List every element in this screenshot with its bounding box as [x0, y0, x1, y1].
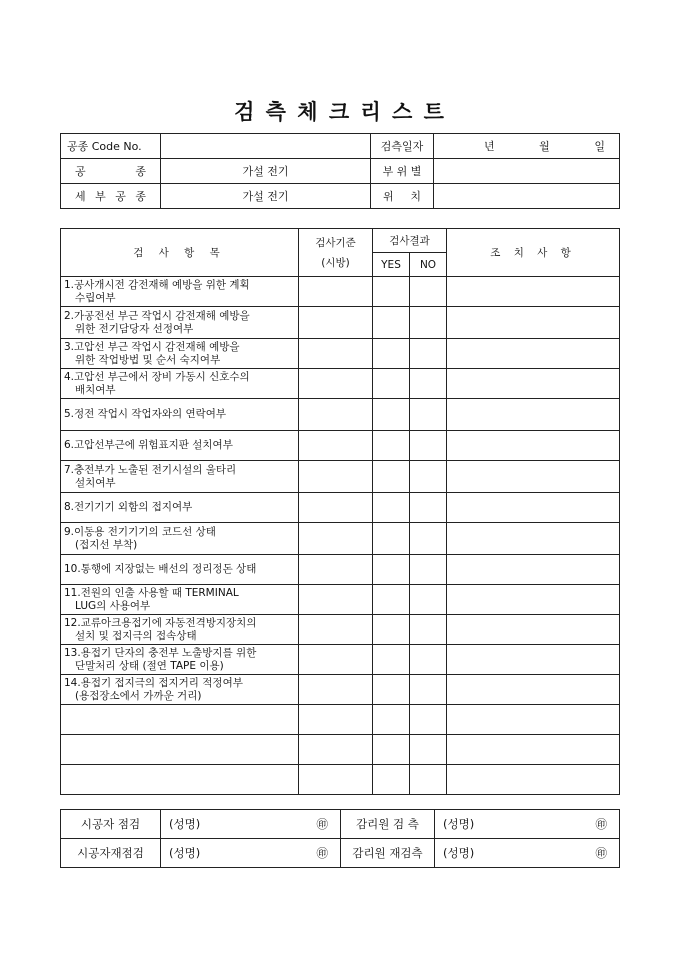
action-cell[interactable]: [447, 399, 620, 431]
check-item-line1: 14.용접기 접지극의 접지거리 적정여부: [64, 676, 243, 689]
action-cell[interactable]: [447, 277, 620, 307]
action-cell[interactable]: [447, 705, 620, 735]
table-row: [61, 585, 620, 615]
action-cell[interactable]: [447, 735, 620, 765]
check-item-line1: 13.용접기 단자의 충전부 노출방지를 위한: [64, 646, 257, 659]
yes-cell[interactable]: [373, 523, 410, 555]
criteria-cell[interactable]: [299, 339, 373, 369]
yes-cell[interactable]: [373, 765, 410, 795]
yes-cell[interactable]: [373, 369, 410, 399]
check-item-line1: 5.정전 작업시 작업자와의 연락여부: [64, 408, 227, 420]
criteria-cell[interactable]: [299, 369, 373, 399]
date-day: 일: [594, 140, 605, 153]
location-label: 위 치: [371, 184, 434, 209]
page-title: 검 측 체 크 리 스 트: [234, 99, 446, 124]
yes-cell[interactable]: [373, 399, 410, 431]
criteria-cell[interactable]: [299, 461, 373, 493]
action-cell[interactable]: [447, 339, 620, 369]
check-item[interactable]: [61, 735, 299, 765]
contractor-reinspection-name[interactable]: (성명): [161, 839, 227, 868]
date-month: 월: [539, 140, 550, 153]
contractor-inspection-name[interactable]: (성명): [161, 810, 227, 839]
check-item-line2: (용접장소에서 가까운 거리): [75, 689, 202, 702]
check-item: [61, 493, 299, 523]
date-year: 년: [484, 140, 495, 153]
criteria-label: 검사기준: [315, 236, 356, 249]
no-cell[interactable]: [410, 675, 447, 705]
check-item-line2: 단말처리 상태 (절연 TAPE 이용): [75, 659, 224, 672]
yes-cell[interactable]: [373, 675, 410, 705]
criteria-sub-label: (시방): [321, 256, 350, 269]
check-item: [61, 523, 299, 555]
action-cell[interactable]: [447, 555, 620, 585]
yes-cell[interactable]: [373, 705, 410, 735]
criteria-cell[interactable]: [299, 585, 373, 615]
no-cell[interactable]: [410, 369, 447, 399]
check-item-line1: 1.공사개시전 감전재해 예방을 위한 계획: [64, 278, 250, 291]
check-item-line1: 2.가공전선 부근 작업시 감전재해 예방을: [64, 309, 250, 322]
check-item-line2: LUG의 사용여부: [75, 599, 151, 612]
criteria-cell[interactable]: [299, 523, 373, 555]
check-item: [61, 615, 299, 645]
action-header: 조 치 사 항: [447, 229, 620, 277]
action-cell[interactable]: [447, 431, 620, 461]
check-item: [61, 461, 299, 493]
yes-cell[interactable]: [373, 307, 410, 339]
no-cell[interactable]: [410, 705, 447, 735]
seal-icon: ㊞: [502, 839, 620, 868]
check-item: [61, 339, 299, 369]
criteria-cell[interactable]: [299, 399, 373, 431]
no-cell[interactable]: [410, 585, 447, 615]
no-cell[interactable]: [410, 735, 447, 765]
criteria-cell[interactable]: [299, 705, 373, 735]
items-header: 검 사 항 목: [61, 229, 299, 277]
no-cell[interactable]: [410, 431, 447, 461]
yes-cell[interactable]: [373, 339, 410, 369]
location-value[interactable]: [434, 184, 620, 209]
criteria-cell[interactable]: [299, 431, 373, 461]
check-item: [61, 399, 299, 431]
check-item-line1: 8.전기기기 외함의 접지여부: [64, 501, 193, 513]
check-item: [61, 307, 299, 339]
criteria-cell[interactable]: [299, 615, 373, 645]
seal-icon: ㊞: [227, 810, 341, 839]
no-cell[interactable]: [410, 339, 447, 369]
table-row: [61, 307, 620, 339]
seal-icon: ㊞: [502, 810, 620, 839]
check-item: [61, 675, 299, 705]
no-cell[interactable]: [410, 461, 447, 493]
check-item[interactable]: [61, 705, 299, 735]
no-cell[interactable]: [410, 307, 447, 339]
table-row: [61, 369, 620, 399]
action-cell[interactable]: [447, 675, 620, 705]
no-cell[interactable]: [410, 523, 447, 555]
contractor-reinspection-label: 시공자재점검: [61, 839, 161, 868]
blank-row: [61, 735, 620, 765]
supervisor-reinspection-name[interactable]: (성명): [435, 839, 502, 868]
check-item-line2: 수립여부: [75, 291, 116, 304]
action-cell[interactable]: [447, 493, 620, 523]
action-cell[interactable]: [447, 585, 620, 615]
yes-header: YES: [373, 253, 410, 277]
table-row: [61, 339, 620, 369]
supervisor-inspection-label: 감리원 검 측: [341, 810, 435, 839]
detail-work-label: 세 부 공 종: [61, 184, 161, 209]
table-row: [61, 675, 620, 705]
check-item-line1: 10.통행에 지장없는 배선의 정리정돈 상태: [64, 563, 257, 575]
action-cell[interactable]: [447, 765, 620, 795]
part-label: 부 위 별: [371, 159, 434, 184]
check-item-line2: 설치여부: [75, 476, 116, 489]
check-item-line1: 7.충전부가 노출된 전기시설의 울타리: [64, 463, 237, 476]
no-cell[interactable]: [410, 555, 447, 585]
blank-row: [61, 765, 620, 795]
yes-cell[interactable]: [373, 493, 410, 523]
table-row: [61, 555, 620, 585]
work-type-label: 공 종: [61, 159, 161, 184]
check-item-line2: 위한 전기담당자 선정여부: [75, 322, 194, 335]
yes-cell[interactable]: [373, 555, 410, 585]
table-row: [61, 399, 620, 431]
action-cell[interactable]: [447, 615, 620, 645]
action-cell[interactable]: [447, 369, 620, 399]
yes-cell[interactable]: [373, 461, 410, 493]
criteria-cell[interactable]: [299, 555, 373, 585]
check-item-line2: (접지선 부착): [75, 538, 138, 551]
yes-cell[interactable]: [373, 585, 410, 615]
criteria-cell[interactable]: [299, 277, 373, 307]
result-header: 검사결과: [373, 229, 447, 253]
no-header: NO: [410, 253, 447, 277]
checklist-table: [60, 228, 620, 795]
supervisor-reinspection-label: 감리원 재검측: [341, 839, 435, 868]
supervisor-inspection-name[interactable]: (성명): [435, 810, 502, 839]
contractor-inspection-label: 시공자 점검: [61, 810, 161, 839]
criteria-cell[interactable]: [299, 645, 373, 675]
check-item-line2: 설치 및 접지극의 접속상태: [75, 629, 197, 642]
signature-table: [60, 809, 620, 868]
check-item: [61, 369, 299, 399]
check-item-line1: 3.고압선 부근 작업시 감전재해 예방을: [64, 340, 240, 353]
no-cell[interactable]: [410, 765, 447, 795]
no-cell[interactable]: [410, 277, 447, 307]
yes-cell[interactable]: [373, 431, 410, 461]
no-cell[interactable]: [410, 399, 447, 431]
criteria-cell[interactable]: [299, 735, 373, 765]
action-cell[interactable]: [447, 307, 620, 339]
inspection-date-value[interactable]: [434, 134, 620, 159]
work-type-value: 가설 전기: [161, 159, 371, 184]
check-item: [61, 645, 299, 675]
table-row: [61, 523, 620, 555]
yes-cell[interactable]: [373, 615, 410, 645]
check-item[interactable]: [61, 765, 299, 795]
table-row: [61, 645, 620, 675]
action-cell[interactable]: [447, 523, 620, 555]
seal-icon: ㊞: [227, 839, 341, 868]
check-item-line1: 12.교류아크용접기에 자동전격방지장치의: [64, 616, 257, 629]
criteria-cell[interactable]: [299, 765, 373, 795]
criteria-header: [299, 229, 373, 277]
check-item: [61, 585, 299, 615]
check-item-line1: 6.고압선부근에 위험표지판 설치여부: [64, 439, 233, 451]
inspection-date-label: 검측일자: [371, 134, 434, 159]
action-cell[interactable]: [447, 645, 620, 675]
check-item: [61, 555, 299, 585]
action-cell[interactable]: [447, 461, 620, 493]
check-item-line1: 4.고압선 부근에서 장비 가동시 신호수의: [64, 370, 250, 383]
check-item: [61, 277, 299, 307]
criteria-cell[interactable]: [299, 675, 373, 705]
criteria-cell[interactable]: [299, 307, 373, 339]
no-cell[interactable]: [410, 615, 447, 645]
yes-cell[interactable]: [373, 735, 410, 765]
yes-cell[interactable]: [373, 645, 410, 675]
criteria-cell[interactable]: [299, 493, 373, 523]
table-row: [61, 493, 620, 523]
table-row: [61, 461, 620, 493]
check-item: [61, 431, 299, 461]
work-type-code-label: 공종 Code No.: [61, 134, 161, 159]
check-item-line2: 위한 작업방법 및 순서 숙지여부: [75, 353, 221, 366]
yes-cell[interactable]: [373, 277, 410, 307]
table-row: [61, 277, 620, 307]
check-item-line1: 11.전원의 인출 사용할 때 TERMINAL: [64, 586, 239, 599]
detail-work-value: 가설 전기: [161, 184, 371, 209]
no-cell[interactable]: [410, 493, 447, 523]
no-cell[interactable]: [410, 645, 447, 675]
info-table: [60, 133, 620, 209]
blank-row: [61, 705, 620, 735]
table-row: [61, 431, 620, 461]
check-item-line1: 9.이동용 전기기기의 코드선 상태: [64, 525, 216, 538]
part-value[interactable]: [434, 159, 620, 184]
check-item-line2: 배치여부: [75, 383, 116, 396]
work-type-code-value[interactable]: [161, 134, 371, 159]
table-row: [61, 615, 620, 645]
